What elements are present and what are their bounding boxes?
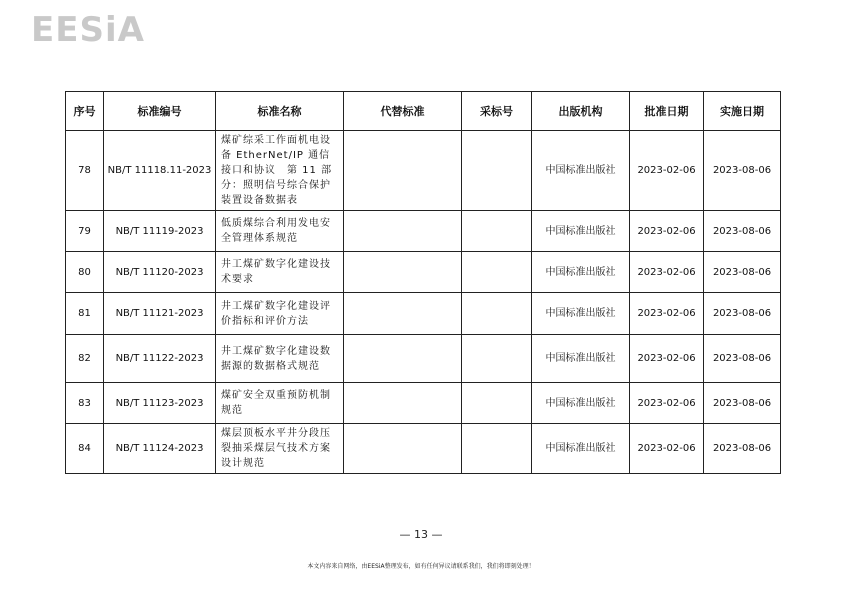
cell-std-name: 煤矿安全双重预防机制 规范 [216, 383, 344, 424]
cell-effect-date: 2023-08-06 [704, 335, 781, 383]
table-row [66, 252, 781, 293]
cell-adopts [462, 131, 532, 211]
header-std-no: 标准编号 [104, 92, 216, 131]
table-row [66, 131, 781, 211]
cell-approve-date: 2023-02-06 [630, 383, 704, 424]
cell-publisher: 中国标准出版社 [532, 335, 630, 383]
cell-replaces [344, 383, 462, 424]
cell-seq: 80 [66, 252, 104, 293]
cell-adopts [462, 424, 532, 474]
cell-adopts [462, 293, 532, 335]
page-number: — 13 — [399, 528, 443, 541]
cell-std-no: NB/T 11122-2023 [104, 335, 216, 383]
table-row [66, 383, 781, 424]
table-row [66, 293, 781, 335]
cell-replaces [344, 211, 462, 252]
header-seq: 序号 [66, 92, 104, 131]
cell-effect-date: 2023-08-06 [704, 383, 781, 424]
header-effect-date: 实施日期 [704, 92, 781, 131]
cell-effect-date: 2023-08-06 [704, 211, 781, 252]
cell-seq: 79 [66, 211, 104, 252]
cell-effect-date: 2023-08-06 [704, 424, 781, 474]
cell-seq: 84 [66, 424, 104, 474]
header-replaces: 代替标准 [344, 92, 462, 131]
cell-seq: 78 [66, 131, 104, 211]
header-approve-date: 批准日期 [630, 92, 704, 131]
cell-effect-date: 2023-08-06 [704, 252, 781, 293]
cell-seq: 83 [66, 383, 104, 424]
header-adopts: 采标号 [462, 92, 532, 131]
eesia-logo: EESiA [31, 10, 145, 50]
cell-approve-date: 2023-02-06 [630, 293, 704, 335]
cell-std-name: 低质煤综合利用发电安全管理体系规范 [216, 211, 344, 252]
cell-replaces [344, 335, 462, 383]
cell-replaces [344, 293, 462, 335]
cell-adopts [462, 383, 532, 424]
table-row [66, 424, 781, 474]
cell-approve-date: 2023-02-06 [630, 131, 704, 211]
cell-approve-date: 2023-02-06 [630, 335, 704, 383]
cell-std-name: 煤矿综采工作面机电设备 EtherNet/IP 通信接口和协议 第 11 部分：照明信号综合保护装置设备数据表 [216, 131, 344, 211]
table-header-row [66, 92, 781, 131]
cell-publisher: 中国标准出版社 [532, 131, 630, 211]
cell-approve-date: 2023-02-06 [630, 424, 704, 474]
cell-publisher: 中国标准出版社 [532, 211, 630, 252]
cell-publisher: 中国标准出版社 [532, 293, 630, 335]
cell-publisher: 中国标准出版社 [532, 424, 630, 474]
cell-replaces [344, 424, 462, 474]
cell-std-name: 井工煤矿数字化建设评价指标和评价方法 [216, 293, 344, 335]
table-row [66, 211, 781, 252]
cell-std-no: NB/T 11118.11-2023 [104, 131, 216, 211]
cell-std-no: NB/T 11123-2023 [104, 383, 216, 424]
footer-disclaimer: 本文内容来自网络，由EESiA整理发布，如有任何异议请联系我们，我们将即刻处理！ [307, 563, 535, 570]
cell-adopts [462, 335, 532, 383]
cell-std-no: NB/T 11119-2023 [104, 211, 216, 252]
cell-publisher: 中国标准出版社 [532, 252, 630, 293]
cell-seq: 82 [66, 335, 104, 383]
cell-std-no: NB/T 11124-2023 [104, 424, 216, 474]
cell-std-no: NB/T 11120-2023 [104, 252, 216, 293]
table-row [66, 335, 781, 383]
cell-publisher: 中国标准出版社 [532, 383, 630, 424]
cell-replaces [344, 131, 462, 211]
header-std-name: 标准名称 [216, 92, 344, 131]
cell-std-name: 井工煤矿数字化建设技术要求 [216, 252, 344, 293]
cell-effect-date: 2023-08-06 [704, 131, 781, 211]
cell-std-no: NB/T 11121-2023 [104, 293, 216, 335]
cell-approve-date: 2023-02-06 [630, 211, 704, 252]
cell-adopts [462, 211, 532, 252]
cell-adopts [462, 252, 532, 293]
header-publisher: 出版机构 [532, 92, 630, 131]
cell-std-name: 煤层顶板水平井分段压裂抽采煤层气技术方案设计规范 [216, 424, 344, 474]
standards-table [65, 91, 781, 474]
cell-std-name: 井工煤矿数字化建设数据源的数据格式规范 [216, 335, 344, 383]
cell-effect-date: 2023-08-06 [704, 293, 781, 335]
cell-approve-date: 2023-02-06 [630, 252, 704, 293]
cell-seq: 81 [66, 293, 104, 335]
cell-replaces [344, 252, 462, 293]
